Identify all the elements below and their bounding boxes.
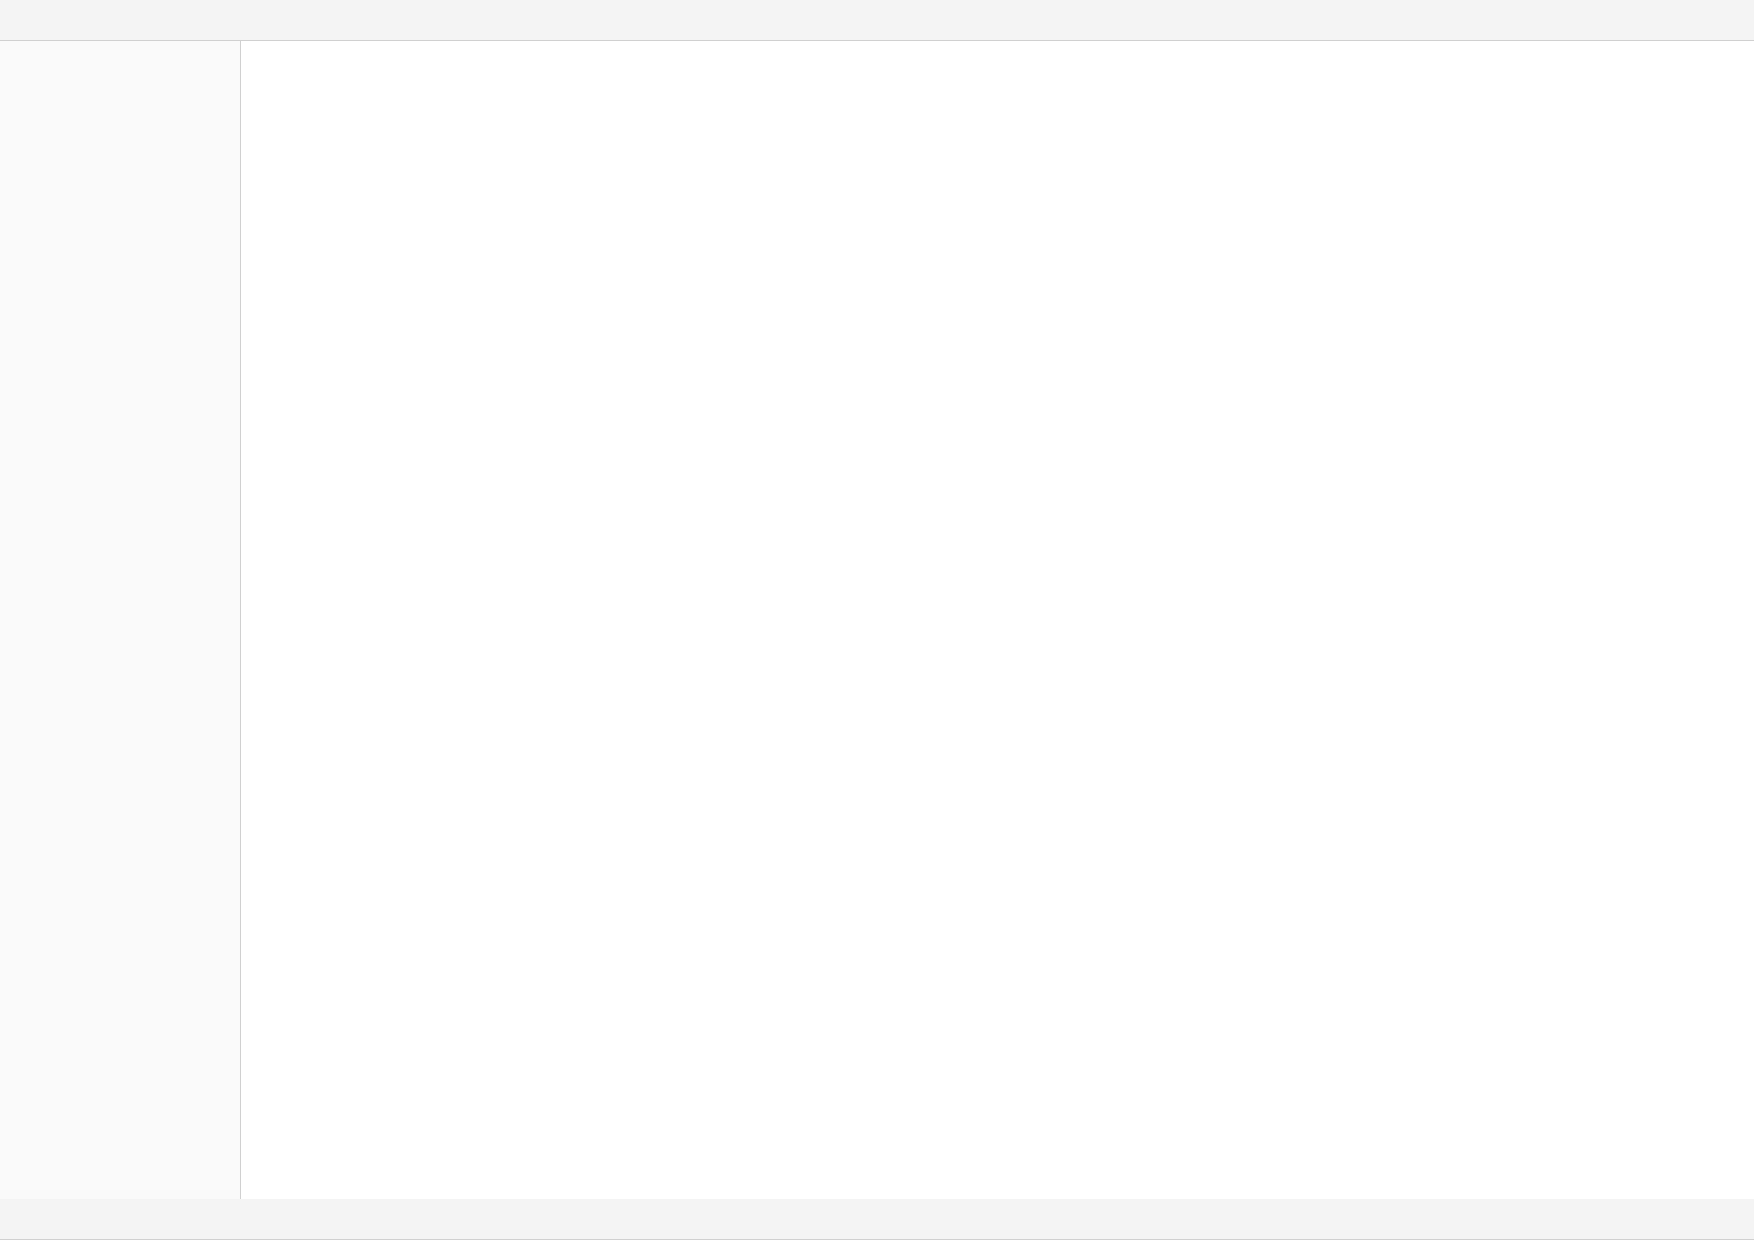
- window-body: [0, 41, 1754, 1199]
- main-content: [241, 41, 1754, 1199]
- sidebar: [0, 41, 241, 1199]
- status-bar: [0, 1199, 1754, 1240]
- title-bar: [0, 0, 1754, 41]
